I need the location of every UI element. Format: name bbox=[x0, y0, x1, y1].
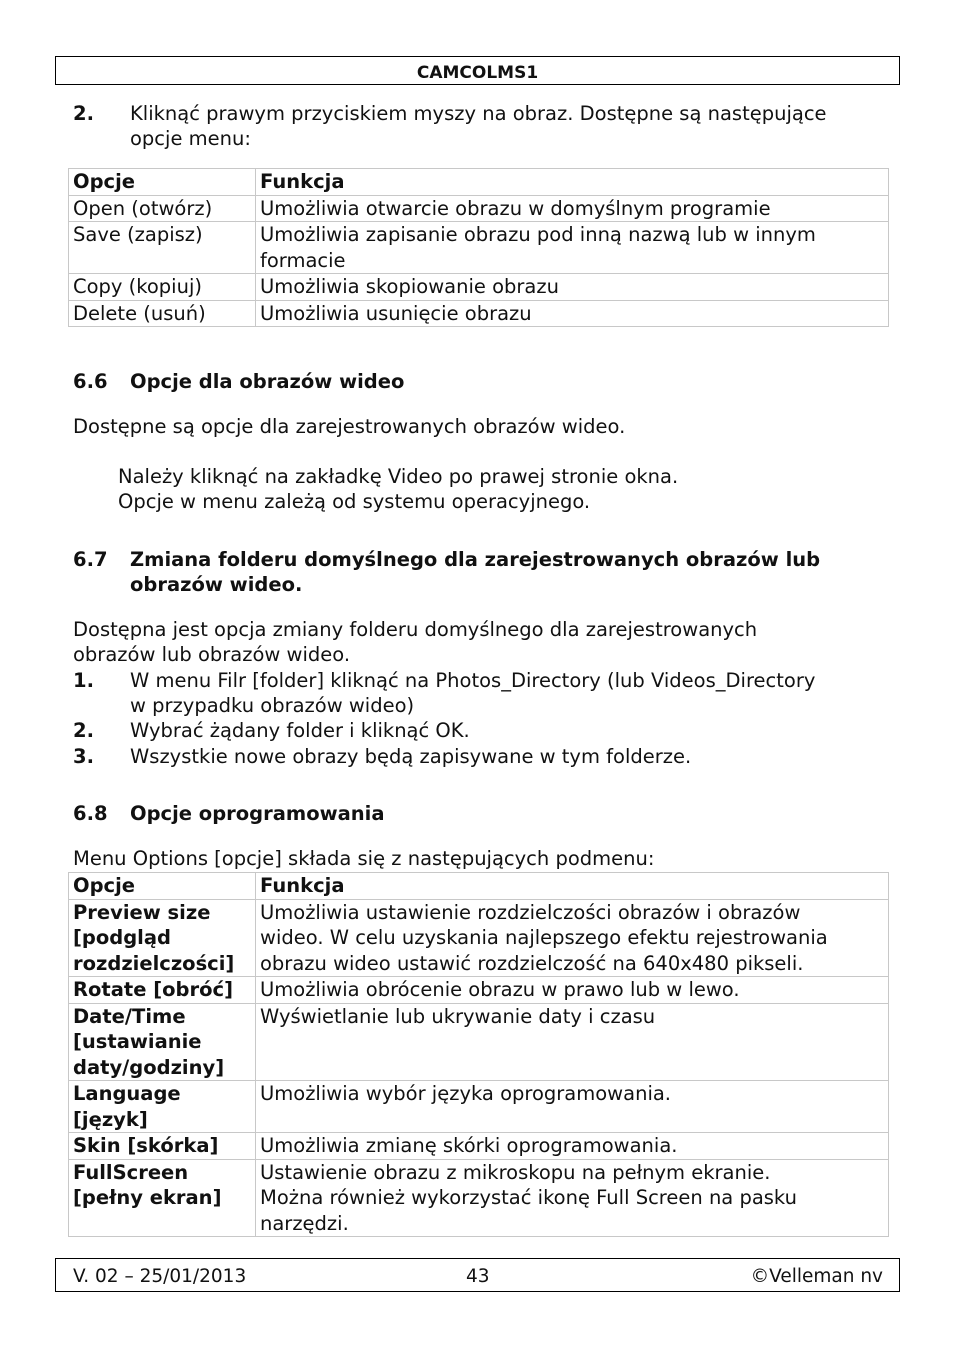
software-options-table bbox=[68, 872, 889, 1237]
function-cell: Umożliwia otwarcie obrazu w domyślnym programie bbox=[256, 195, 889, 222]
function-cell: Umożliwia wybór języka oprogramowania. bbox=[256, 1081, 889, 1133]
step-text: w przypadku obrazów wideo) bbox=[130, 694, 415, 717]
option-cell: Language [język] bbox=[69, 1081, 256, 1133]
function-cell: Umożliwia zmianę skórki oprogramowania. bbox=[256, 1133, 889, 1160]
option-cell: Rotate [obróć] bbox=[69, 977, 256, 1004]
footer-copyright: ©Velleman nv bbox=[750, 1266, 883, 1287]
section-6-7-title-line1: Zmiana folderu domyślnego dla zarejestrowanych obrazów lub bbox=[130, 548, 821, 571]
section-6-8-paragraph: Menu Options [opcje] składa się z następujących podmenu: bbox=[73, 847, 655, 870]
step-text: Wszystkie nowe obrazy będą zapisywane w tym folderze. bbox=[130, 745, 692, 768]
function-cell: Umożliwia skopiowanie obrazu bbox=[256, 274, 889, 301]
header-title: CAMCOLMS1 bbox=[416, 63, 539, 83]
option-cell: Preview size [podgląd rozdzielczości] bbox=[69, 899, 256, 977]
function-cell: Umożliwia obrócenie obrazu w prawo lub w lewo. bbox=[256, 977, 889, 1004]
option-cell: Copy (kopiuj) bbox=[69, 274, 256, 301]
section-6-7-paragraph-line1: Dostępna jest opcja zmiany folderu domyślnego dla zarejestrowanych bbox=[73, 618, 758, 641]
section-6-6-indent-line2: Opcje w menu zależą od systemu operacyjnego. bbox=[118, 490, 591, 513]
section-6-7-paragraph-line2: obrazów lub obrazów wideo. bbox=[73, 643, 351, 666]
table-row bbox=[69, 274, 889, 301]
page-footer bbox=[55, 1258, 900, 1292]
step-text: W menu Filr [folder] kliknąć na Photos_Directory (lub Videos_Directory bbox=[130, 669, 816, 692]
option-cell: Date/Time [ustawianie daty/godziny] bbox=[69, 1003, 256, 1081]
table-row bbox=[69, 899, 889, 977]
step-number: 3. bbox=[73, 745, 94, 768]
function-cell: Wyświetlanie lub ukrywanie daty i czasu bbox=[256, 1003, 889, 1081]
function-cell: Ustawienie obrazu z mikroskopu na pełnym ekranie. Można również wykorzystać ikonę Full Screen na pasku narzędzi. bbox=[256, 1159, 889, 1237]
column-header: Opcje bbox=[69, 873, 256, 900]
table-row bbox=[69, 300, 889, 327]
table-row bbox=[69, 222, 889, 274]
table-row bbox=[69, 1003, 889, 1081]
section-6-6-title: Opcje dla obrazów wideo bbox=[130, 370, 405, 393]
option-cell: Save (zapisz) bbox=[69, 222, 256, 274]
table-row bbox=[69, 195, 889, 222]
section-6-6-indent-line1: Należy kliknąć na zakładkę Video po prawej stronie okna. bbox=[118, 465, 679, 488]
table-row bbox=[69, 1081, 889, 1133]
options-table bbox=[68, 168, 889, 327]
step-text: Wybrać żądany folder i kliknąć OK. bbox=[130, 719, 470, 742]
table-header-row bbox=[69, 169, 889, 196]
step-number: 1. bbox=[73, 669, 94, 692]
option-cell: Delete (usuń) bbox=[69, 300, 256, 327]
option-cell: FullScreen [pełny ekran] bbox=[69, 1159, 256, 1237]
section-6-8-number: 6.8 bbox=[73, 802, 108, 825]
section-6-6-paragraph: Dostępne są opcje dla zarejestrowanych obrazów wideo. bbox=[73, 415, 626, 438]
step-number: 2. bbox=[73, 719, 94, 742]
section-6-7-title-line2: obrazów wideo. bbox=[130, 573, 303, 596]
table-row bbox=[69, 1133, 889, 1160]
function-cell: Umożliwia usunięcie obrazu bbox=[256, 300, 889, 327]
section-6-7-number: 6.7 bbox=[73, 548, 108, 571]
intro-step-number: 2. bbox=[73, 102, 94, 125]
section-6-8-title: Opcje oprogramowania bbox=[130, 802, 385, 825]
column-header: Funkcja bbox=[256, 169, 889, 196]
intro-text-line2: opcje menu: bbox=[130, 127, 251, 150]
footer-version: V. 02 – 25/01/2013 bbox=[73, 1266, 247, 1287]
page-header bbox=[55, 56, 900, 85]
footer-page-number: 43 bbox=[466, 1266, 490, 1287]
function-cell: Umożliwia zapisanie obrazu pod inną nazwą lub w innym formacie bbox=[256, 222, 889, 274]
option-cell: Skin [skórka] bbox=[69, 1133, 256, 1160]
column-header: Opcje bbox=[69, 169, 256, 196]
intro-text-line1: Kliknąć prawym przyciskiem myszy na obraz. Dostępne są następujące bbox=[130, 102, 827, 125]
option-cell: Open (otwórz) bbox=[69, 195, 256, 222]
section-6-6-number: 6.6 bbox=[73, 370, 108, 393]
table-row bbox=[69, 977, 889, 1004]
table-row bbox=[69, 1159, 889, 1237]
function-cell: Umożliwia ustawienie rozdzielczości obrazów i obrazów wideo. W celu uzyskania najlepszego efektu rejestrowania obrazu wideo ustawić rozdzielczość na 640x480 pikseli. bbox=[256, 899, 889, 977]
column-header: Funkcja bbox=[256, 873, 889, 900]
table-header-row bbox=[69, 873, 889, 900]
